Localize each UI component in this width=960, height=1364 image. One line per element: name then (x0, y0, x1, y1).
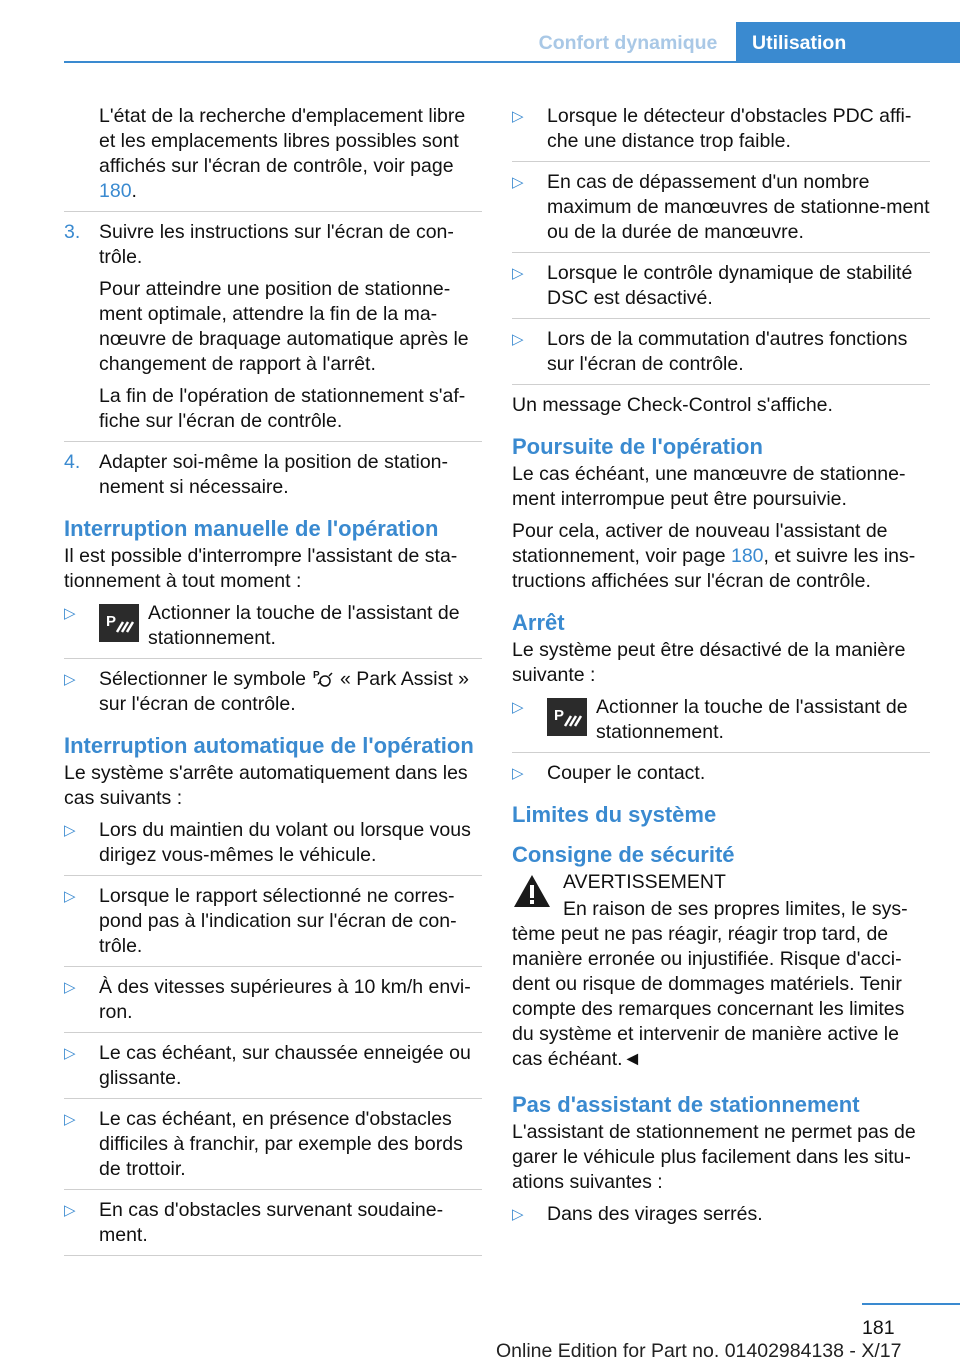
page-link-180[interactable]: 180 (99, 180, 132, 202)
bullet-text: Lors du maintien du volant ou lorsque vous dirigez vous-mêmes le véhicule. (99, 819, 471, 866)
divider (64, 1098, 482, 1099)
footer-rule (862, 1303, 960, 1305)
triangle-right-icon: ▷ (512, 699, 524, 716)
noassist-text: L'assistant de stationnement ne permet pas de garer le véhicule plus facilement dans les situ‐ations suivantes : (512, 1121, 916, 1193)
triangle-right-icon: ▷ (512, 174, 524, 191)
warning-title: AVERTISSEMENT (563, 871, 726, 893)
check-control-text: Un message Check-Control s'affiche. (512, 394, 833, 416)
bullet-text: Lorsque le détecteur d'obstacles PDC affi‐che une distance trop faible. (547, 105, 912, 152)
manual-text: Il est possible d'interrompre l'assistant de sta‐tionnement à tout moment : (64, 545, 458, 592)
list-item (512, 327, 930, 377)
list-item (64, 601, 482, 651)
right-bullet-list (512, 104, 930, 385)
bullet-text: En cas d'obstacles survenant soudaine‐ment. (99, 1199, 444, 1246)
list-item (512, 695, 930, 745)
heading-stop: Arrêt (512, 610, 565, 635)
step-3-para2: La fin de l'opération de stationnement s'af‐fiche sur l'écran de contrôle. (99, 385, 466, 432)
svg-text:P: P (554, 707, 565, 724)
triangle-right-icon: ▷ (64, 1111, 76, 1128)
intro-paragraph (64, 104, 482, 204)
triangle-right-icon: ▷ (64, 671, 76, 688)
list-item (64, 1107, 482, 1182)
auto-bullet-list (64, 818, 482, 1256)
list-item (64, 818, 482, 868)
warning-block (512, 870, 930, 1072)
triangle-right-icon: ▷ (64, 822, 76, 839)
bullet-text (99, 667, 482, 717)
list-item (512, 170, 930, 245)
divider (64, 211, 482, 212)
divider (64, 658, 482, 659)
page-header (0, 0, 960, 62)
park-assist-button-icon (99, 604, 139, 642)
triangle-right-icon: ▷ (64, 1202, 76, 1219)
list-item (64, 884, 482, 959)
list-item (512, 261, 930, 311)
bullet-text: Actionner la touche de l'assistant de stationnement. (596, 696, 908, 743)
bullet-text: Dans des virages serrés. (547, 1203, 763, 1225)
triangle-right-icon: ▷ (512, 265, 524, 282)
triangle-right-icon: ▷ (64, 979, 76, 996)
divider (512, 318, 930, 319)
bullet-text: Lors de la commutation d'autres fonctions sur l'écran de contrôle. (547, 328, 908, 375)
intro-text: L'état de la recherche d'emplacement libre et les emplacements libres possibles sont affichés sur l'écran de contrôle, voir page (99, 105, 466, 177)
resume-text-b: , et suivre les ins‐tructions affichées sur l'écran de contrôle. (512, 545, 916, 592)
divider (512, 384, 930, 385)
triangle-right-icon: ▷ (512, 1206, 524, 1223)
bullet-text: Actionner la touche de l'assistant de stationnement. (148, 602, 460, 649)
resume-text-a: Pour cela, activer de nouveau l'assistant de stationnement, voir page (512, 520, 888, 567)
bullet-text: Lorsque le rapport sélectionné ne corres‐pond pas à l'indication sur l'écran de con‐trôle. (99, 885, 457, 957)
step-4-text: Adapter soi-même la position de station‐nement si nécessaire. (99, 451, 449, 498)
triangle-right-icon: ▷ (64, 888, 76, 905)
edition-footer: Online Edition for Part no. 01402984138 - X/17 (496, 1340, 902, 1362)
left-column (64, 104, 482, 1264)
svg-text:P: P (106, 613, 117, 630)
heading-limits: Limites du système (512, 802, 717, 827)
right-column (512, 104, 930, 1234)
divider (64, 441, 482, 442)
triangle-right-icon: ▷ (512, 108, 524, 125)
list-item (512, 761, 930, 786)
divider (64, 966, 482, 967)
page-link-180[interactable]: 180 (730, 545, 764, 567)
step-3-para1: Pour atteindre une position de stationne‐ment optimale, attendre la fin de la ma‐nœuvre de braquage automatique après le changement de rapport à l'arrêt. (99, 278, 469, 375)
divider (64, 1189, 482, 1190)
bullet-text: Le cas échéant, sur chaussée enneigée ou glissante. (99, 1042, 471, 1089)
select-symbol-text: Sélectionner le symbole (99, 668, 307, 690)
triangle-right-icon: ▷ (64, 1045, 76, 1062)
park-assist-label: « Park Assist » sur l'écran de contrôle. (99, 668, 469, 715)
heading-manual-interruption: Interruption manuelle de l'opération (64, 516, 439, 541)
step-4 (64, 450, 482, 500)
svg-text:P: P (313, 670, 320, 681)
list-item (512, 104, 930, 154)
heading-auto-interruption: Interruption automatique de l'opération (64, 733, 474, 758)
list-item (64, 667, 482, 717)
list-item (64, 1041, 482, 1091)
stop-text: Le système peut être désactivé de la manière suivante : (512, 639, 906, 686)
resume-text-1: Le cas échéant, une manœuvre de stationne‐ment interrompue peut être poursuivie. (512, 463, 906, 510)
divider (512, 752, 930, 753)
bullet-text: Le cas échéant, en présence d'obstacles difficiles à franchir, par exemple des bords de trottoir. (99, 1108, 463, 1180)
park-assist-button-icon (547, 698, 587, 736)
divider (64, 875, 482, 876)
warning-body: En raison de ses propres limites, le sys‐tème peut ne pas réagir, réagir trop tard, de manière erronée ou injustifiée. Risque d'acci‐dent ou risque de dommages matériels. Tenir compte des remarques concernant les limites du système et intervenir de manière active le cas échéant. (512, 898, 908, 1070)
warning-triangle-icon (512, 872, 552, 910)
resume-text-2 (512, 519, 930, 594)
divider (512, 252, 930, 253)
step-number: 4. (64, 451, 81, 473)
list-item (64, 975, 482, 1025)
triangle-right-icon: ▷ (512, 765, 524, 782)
bullet-text: À des vitesses supérieures à 10 km/h envi‐ron. (99, 976, 471, 1023)
step-3-text: Suivre les instructions sur l'écran de con‐trôle. (99, 221, 454, 268)
divider (64, 1032, 482, 1033)
divider (512, 161, 930, 162)
bullet-text: En cas de dépassement d'un nombre maximum de manœuvres de stationne‐ment ou de la durée de manœuvre. (547, 171, 930, 243)
triangle-right-icon: ▷ (512, 331, 524, 348)
warning-text (512, 897, 930, 1072)
intro-end: . (131, 180, 137, 202)
step-3 (64, 220, 482, 434)
end-mark: ◄ (622, 1048, 642, 1070)
header-rule (64, 61, 960, 63)
triangle-right-icon: ▷ (64, 605, 76, 622)
section-tab-utilisation: Utilisation (736, 22, 960, 63)
section-tab-confort: Confort dynamique (538, 32, 718, 54)
heading-no-assist: Pas d'assistant de stationnement (512, 1092, 860, 1117)
divider (64, 1255, 482, 1256)
auto-text: Le système s'arrête automatiquement dans les cas suivants : (64, 762, 468, 809)
bullet-text: Couper le contact. (547, 762, 706, 784)
step-number: 3. (64, 221, 81, 243)
list-item (512, 1202, 930, 1227)
list-item (64, 1198, 482, 1248)
heading-resume: Poursuite de l'opération (512, 434, 763, 459)
heading-safety: Consigne de sécurité (512, 842, 735, 867)
park-assist-symbol-icon (312, 668, 334, 688)
page-number: 181 (862, 1317, 895, 1339)
bullet-text: Lorsque le contrôle dynamique de stabilité DSC est désactivé. (547, 262, 913, 309)
